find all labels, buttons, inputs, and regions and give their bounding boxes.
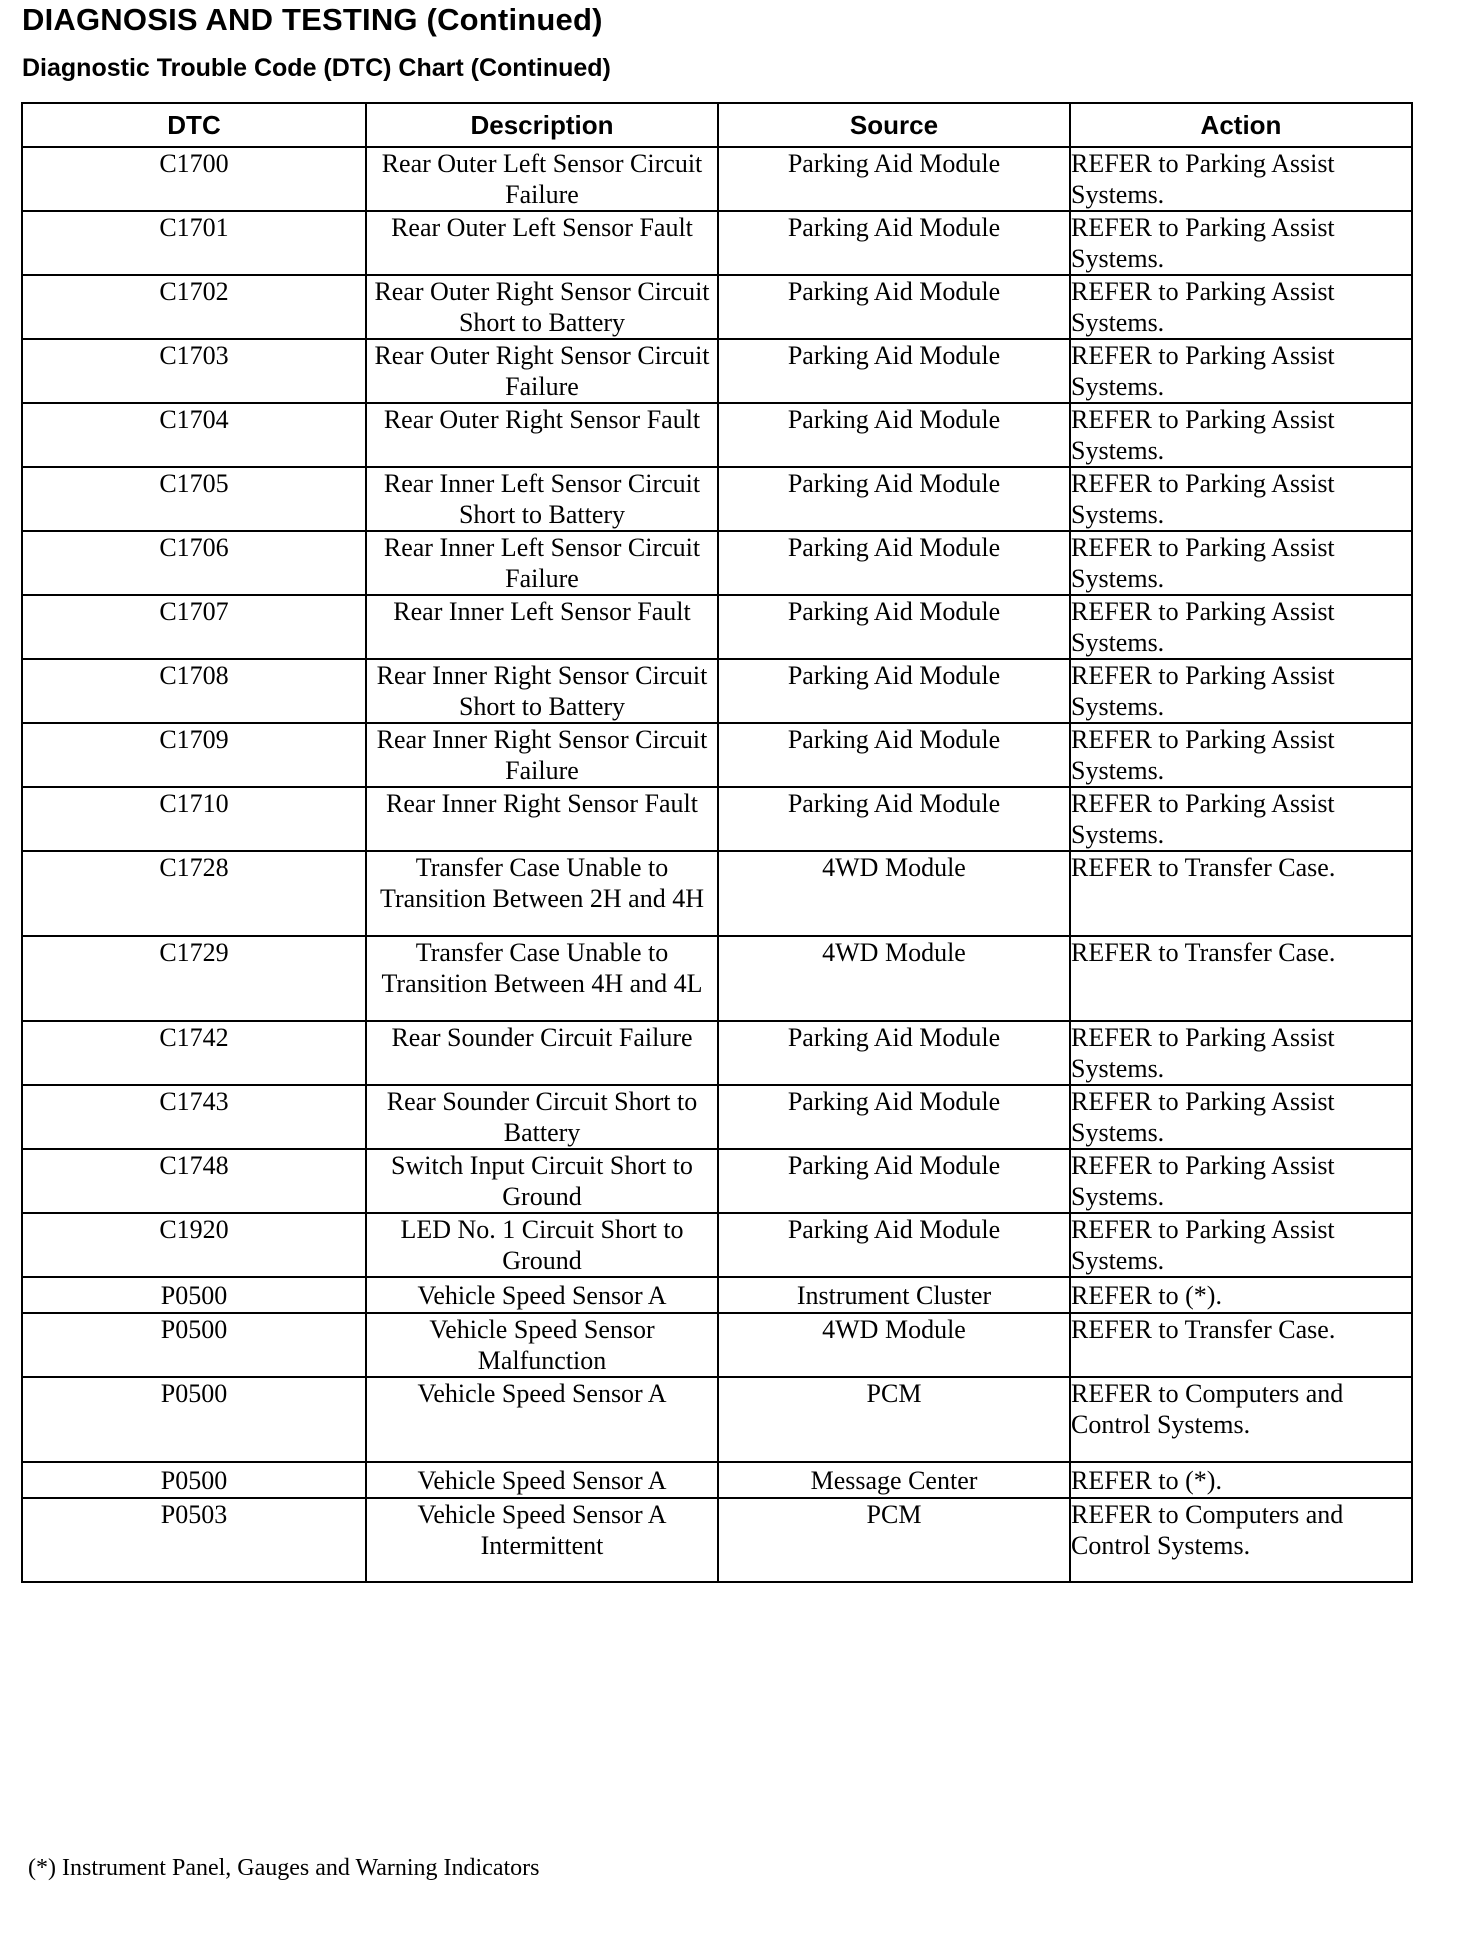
table-row (22, 659, 1412, 723)
dtc-code-cell: C1710 (22, 787, 366, 851)
source-cell: Parking Aid Module (718, 467, 1070, 531)
description-cell: Transfer Case Unable to Transition Between 4H and 4L (366, 936, 718, 1021)
action-cell: REFER to Computers and Control Systems. (1070, 1498, 1412, 1582)
description-cell: Rear Outer Left Sensor Fault (366, 211, 718, 275)
table-row (22, 467, 1412, 531)
source-cell: PCM (718, 1498, 1070, 1582)
description-cell: Rear Inner Left Sensor Circuit Short to Battery (366, 467, 718, 531)
description-cell: Rear Inner Right Sensor Circuit Short to Battery (366, 659, 718, 723)
source-cell: Parking Aid Module (718, 531, 1070, 595)
header-description: Description (366, 103, 718, 147)
description-cell: Rear Inner Right Sensor Fault (366, 787, 718, 851)
action-cell: REFER to Parking Assist Systems. (1070, 467, 1412, 531)
action-cell: REFER to Parking Assist Systems. (1070, 1085, 1412, 1149)
table-row (22, 339, 1412, 403)
description-cell: Rear Outer Right Sensor Circuit Short to Battery (366, 275, 718, 339)
table-row (22, 851, 1412, 936)
dtc-code-cell: C1728 (22, 851, 366, 936)
table-row (22, 936, 1412, 1021)
source-cell: 4WD Module (718, 936, 1070, 1021)
source-cell: 4WD Module (718, 1313, 1070, 1377)
action-cell: REFER to Parking Assist Systems. (1070, 147, 1412, 211)
source-cell: Instrument Cluster (718, 1277, 1070, 1313)
action-cell: REFER to Parking Assist Systems. (1070, 787, 1412, 851)
source-cell: Parking Aid Module (718, 1085, 1070, 1149)
dtc-code-cell: C1707 (22, 595, 366, 659)
dtc-code-cell: C1729 (22, 936, 366, 1021)
source-cell: Parking Aid Module (718, 1213, 1070, 1277)
dtc-code-cell: C1709 (22, 723, 366, 787)
description-cell: Rear Outer Right Sensor Circuit Failure (366, 339, 718, 403)
dtc-code-cell: C1920 (22, 1213, 366, 1277)
source-cell: Parking Aid Module (718, 723, 1070, 787)
action-cell: REFER to Parking Assist Systems. (1070, 531, 1412, 595)
header-action: Action (1070, 103, 1412, 147)
action-cell: REFER to Transfer Case. (1070, 851, 1412, 936)
description-cell: Rear Sounder Circuit Failure (366, 1021, 718, 1085)
description-cell: LED No. 1 Circuit Short to Ground (366, 1213, 718, 1277)
source-cell: Parking Aid Module (718, 787, 1070, 851)
table-body (22, 147, 1412, 1582)
action-cell: REFER to Parking Assist Systems. (1070, 659, 1412, 723)
page-title: DIAGNOSIS AND TESTING (Continued) (22, 2, 603, 37)
dtc-code-cell: P0500 (22, 1377, 366, 1462)
action-cell: REFER to Parking Assist Systems. (1070, 275, 1412, 339)
table-row (22, 1085, 1412, 1149)
action-cell: REFER to Parking Assist Systems. (1070, 211, 1412, 275)
action-cell: REFER to Transfer Case. (1070, 936, 1412, 1021)
action-cell: REFER to Parking Assist Systems. (1070, 1149, 1412, 1213)
action-cell: REFER to Parking Assist Systems. (1070, 339, 1412, 403)
action-cell: REFER to Parking Assist Systems. (1070, 595, 1412, 659)
table-row (22, 787, 1412, 851)
description-cell: Rear Inner Right Sensor Circuit Failure (366, 723, 718, 787)
table-row (22, 275, 1412, 339)
action-cell: REFER to Parking Assist Systems. (1070, 1021, 1412, 1085)
table-row (22, 723, 1412, 787)
action-cell: REFER to Computers and Control Systems. (1070, 1377, 1412, 1462)
table-row (22, 147, 1412, 211)
footnote: (*) Instrument Panel, Gauges and Warning Indicators (28, 1855, 540, 1881)
table-row (22, 1213, 1412, 1277)
source-cell: Parking Aid Module (718, 211, 1070, 275)
table-row (22, 1149, 1412, 1213)
table-row (22, 1277, 1412, 1313)
source-cell: Parking Aid Module (718, 147, 1070, 211)
dtc-table (21, 102, 1413, 1583)
dtc-code-cell: C1706 (22, 531, 366, 595)
header-dtc: DTC (22, 103, 366, 147)
dtc-code-cell: C1703 (22, 339, 366, 403)
action-cell: REFER to Parking Assist Systems. (1070, 723, 1412, 787)
table-row (22, 211, 1412, 275)
action-cell: REFER to Parking Assist Systems. (1070, 1213, 1412, 1277)
dtc-code-cell: C1704 (22, 403, 366, 467)
dtc-code-cell: C1708 (22, 659, 366, 723)
source-cell: Parking Aid Module (718, 1021, 1070, 1085)
action-cell: REFER to (*). (1070, 1462, 1412, 1498)
description-cell: Vehicle Speed Sensor A (366, 1277, 718, 1313)
header-source: Source (718, 103, 1070, 147)
description-cell: Vehicle Speed Sensor A (366, 1377, 718, 1462)
table-row (22, 1498, 1412, 1582)
source-cell: Parking Aid Module (718, 659, 1070, 723)
description-cell: Vehicle Speed Sensor A (366, 1462, 718, 1498)
dtc-code-cell: C1702 (22, 275, 366, 339)
source-cell: Parking Aid Module (718, 1149, 1070, 1213)
dtc-code-cell: C1705 (22, 467, 366, 531)
table-header-row (22, 103, 1412, 147)
source-cell: Parking Aid Module (718, 275, 1070, 339)
description-cell: Transfer Case Unable to Transition Between 2H and 4H (366, 851, 718, 936)
dtc-code-cell: C1743 (22, 1085, 366, 1149)
dtc-code-cell: P0500 (22, 1462, 366, 1498)
description-cell: Rear Inner Left Sensor Circuit Failure (366, 531, 718, 595)
source-cell: Parking Aid Module (718, 403, 1070, 467)
dtc-code-cell: P0503 (22, 1498, 366, 1582)
description-cell: Vehicle Speed Sensor Malfunction (366, 1313, 718, 1377)
description-cell: Rear Sounder Circuit Short to Battery (366, 1085, 718, 1149)
source-cell: PCM (718, 1377, 1070, 1462)
source-cell: Parking Aid Module (718, 339, 1070, 403)
description-cell: Rear Outer Left Sensor Circuit Failure (366, 147, 718, 211)
description-cell: Rear Outer Right Sensor Fault (366, 403, 718, 467)
action-cell: REFER to Parking Assist Systems. (1070, 403, 1412, 467)
table-row (22, 531, 1412, 595)
dtc-code-cell: C1742 (22, 1021, 366, 1085)
table-row (22, 595, 1412, 659)
action-cell: REFER to Transfer Case. (1070, 1313, 1412, 1377)
dtc-code-cell: C1701 (22, 211, 366, 275)
action-cell: REFER to (*). (1070, 1277, 1412, 1313)
table-row (22, 1462, 1412, 1498)
dtc-code-cell: C1748 (22, 1149, 366, 1213)
source-cell: Message Center (718, 1462, 1070, 1498)
dtc-code-cell: C1700 (22, 147, 366, 211)
table-row (22, 1313, 1412, 1377)
source-cell: Parking Aid Module (718, 595, 1070, 659)
dtc-code-cell: P0500 (22, 1277, 366, 1313)
description-cell: Switch Input Circuit Short to Ground (366, 1149, 718, 1213)
table-row (22, 1377, 1412, 1462)
chart-subtitle: Diagnostic Trouble Code (DTC) Chart (Continued) (22, 54, 611, 82)
description-cell: Vehicle Speed Sensor A Intermittent (366, 1498, 718, 1582)
description-cell: Rear Inner Left Sensor Fault (366, 595, 718, 659)
table-row (22, 1021, 1412, 1085)
table-row (22, 403, 1412, 467)
source-cell: 4WD Module (718, 851, 1070, 936)
dtc-code-cell: P0500 (22, 1313, 366, 1377)
